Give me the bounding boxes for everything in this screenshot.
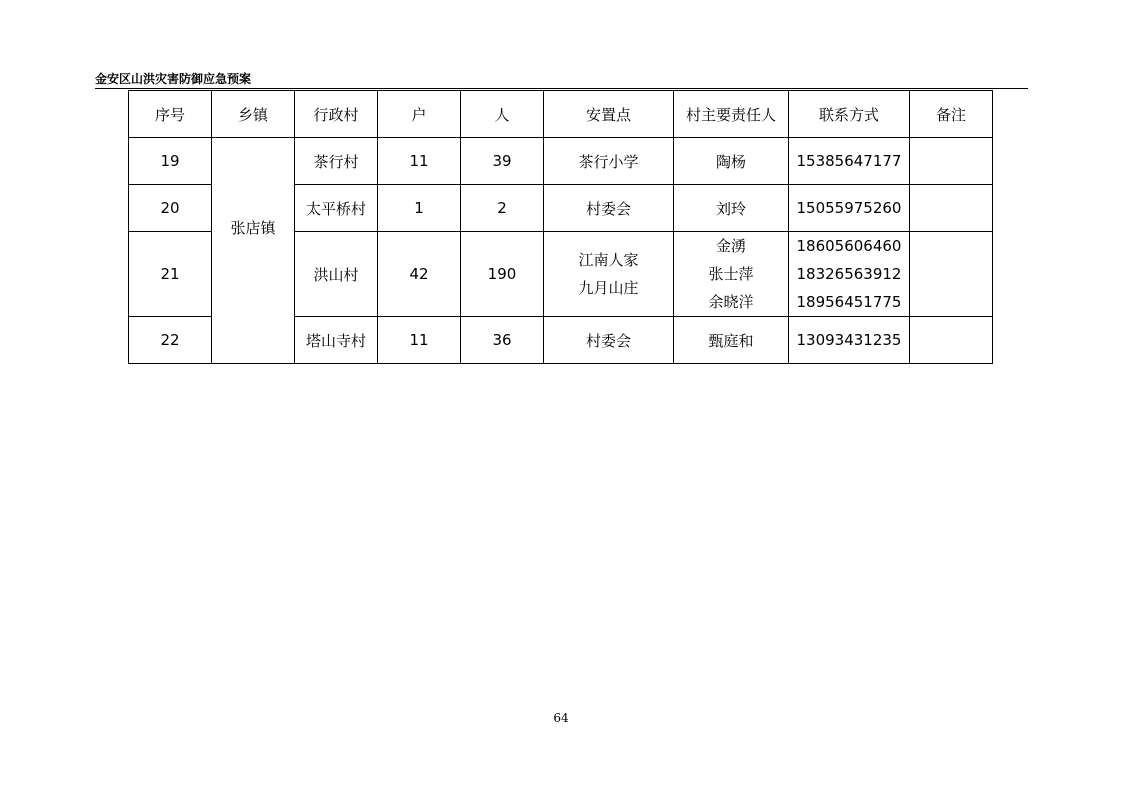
cell-responsible-person: 甄庭和	[674, 317, 789, 364]
cell-people: 36	[461, 317, 544, 364]
cell-households: 1	[378, 185, 461, 232]
shelter-line: 江南人家	[578, 251, 639, 269]
cell-note	[910, 185, 993, 232]
cell-responsible-person	[674, 232, 789, 317]
cell-no: 20	[129, 185, 212, 232]
cell-note	[910, 138, 993, 185]
cell-no: 21	[129, 232, 212, 317]
cell-shelter: 村委会	[544, 317, 674, 364]
town-name: 张店镇	[230, 219, 276, 237]
cell-shelter: 茶行小学	[544, 138, 674, 185]
person-line: 张士萍	[708, 265, 754, 283]
cell-responsible-person: 刘玲	[674, 185, 789, 232]
header-rule	[95, 88, 1028, 89]
person-line: 金湧	[715, 237, 746, 255]
cell-people: 2	[461, 185, 544, 232]
column-header-households: 户	[378, 91, 461, 138]
cell-households: 42	[378, 232, 461, 317]
shelter-table	[128, 90, 993, 364]
column-header-shelter: 安置点	[544, 91, 674, 138]
column-header-village: 行政村	[295, 91, 378, 138]
column-header-contact: 联系方式	[789, 91, 910, 138]
phone-line: 18326563912	[796, 265, 902, 283]
shelter-line: 九月山庄	[578, 279, 639, 297]
cell-village: 塔山寺村	[295, 317, 378, 364]
document-header-title: 金安区山洪灾害防御应急预案	[95, 72, 252, 86]
table-row	[129, 138, 993, 185]
phone-line: 18956451775	[796, 293, 902, 311]
cell-shelter: 村委会	[544, 185, 674, 232]
cell-town	[212, 138, 295, 364]
page-number: 64	[553, 711, 569, 725]
column-header-responsible-person: 村主要责任人	[674, 91, 789, 138]
cell-village: 洪山村	[295, 232, 378, 317]
cell-shelter	[544, 232, 674, 317]
column-header-people: 人	[461, 91, 544, 138]
cell-contact: 15055975260	[789, 185, 910, 232]
cell-responsible-person: 陶杨	[674, 138, 789, 185]
column-header-note: 备注	[910, 91, 993, 138]
cell-no: 19	[129, 138, 212, 185]
cell-households: 11	[378, 317, 461, 364]
cell-contact	[789, 232, 910, 317]
cell-people: 39	[461, 138, 544, 185]
cell-households: 11	[378, 138, 461, 185]
person-line: 余晓洋	[708, 293, 754, 311]
phone-line: 18605606460	[796, 237, 902, 255]
cell-village: 茶行村	[295, 138, 378, 185]
column-header-town: 乡镇	[212, 91, 295, 138]
cell-contact: 13093431235	[789, 317, 910, 364]
cell-no: 22	[129, 317, 212, 364]
cell-people: 190	[461, 232, 544, 317]
table-header-row	[129, 91, 993, 138]
cell-village: 太平桥村	[295, 185, 378, 232]
cell-note	[910, 317, 993, 364]
cell-note	[910, 232, 993, 317]
column-header-no: 序号	[129, 91, 212, 138]
cell-contact: 15385647177	[789, 138, 910, 185]
